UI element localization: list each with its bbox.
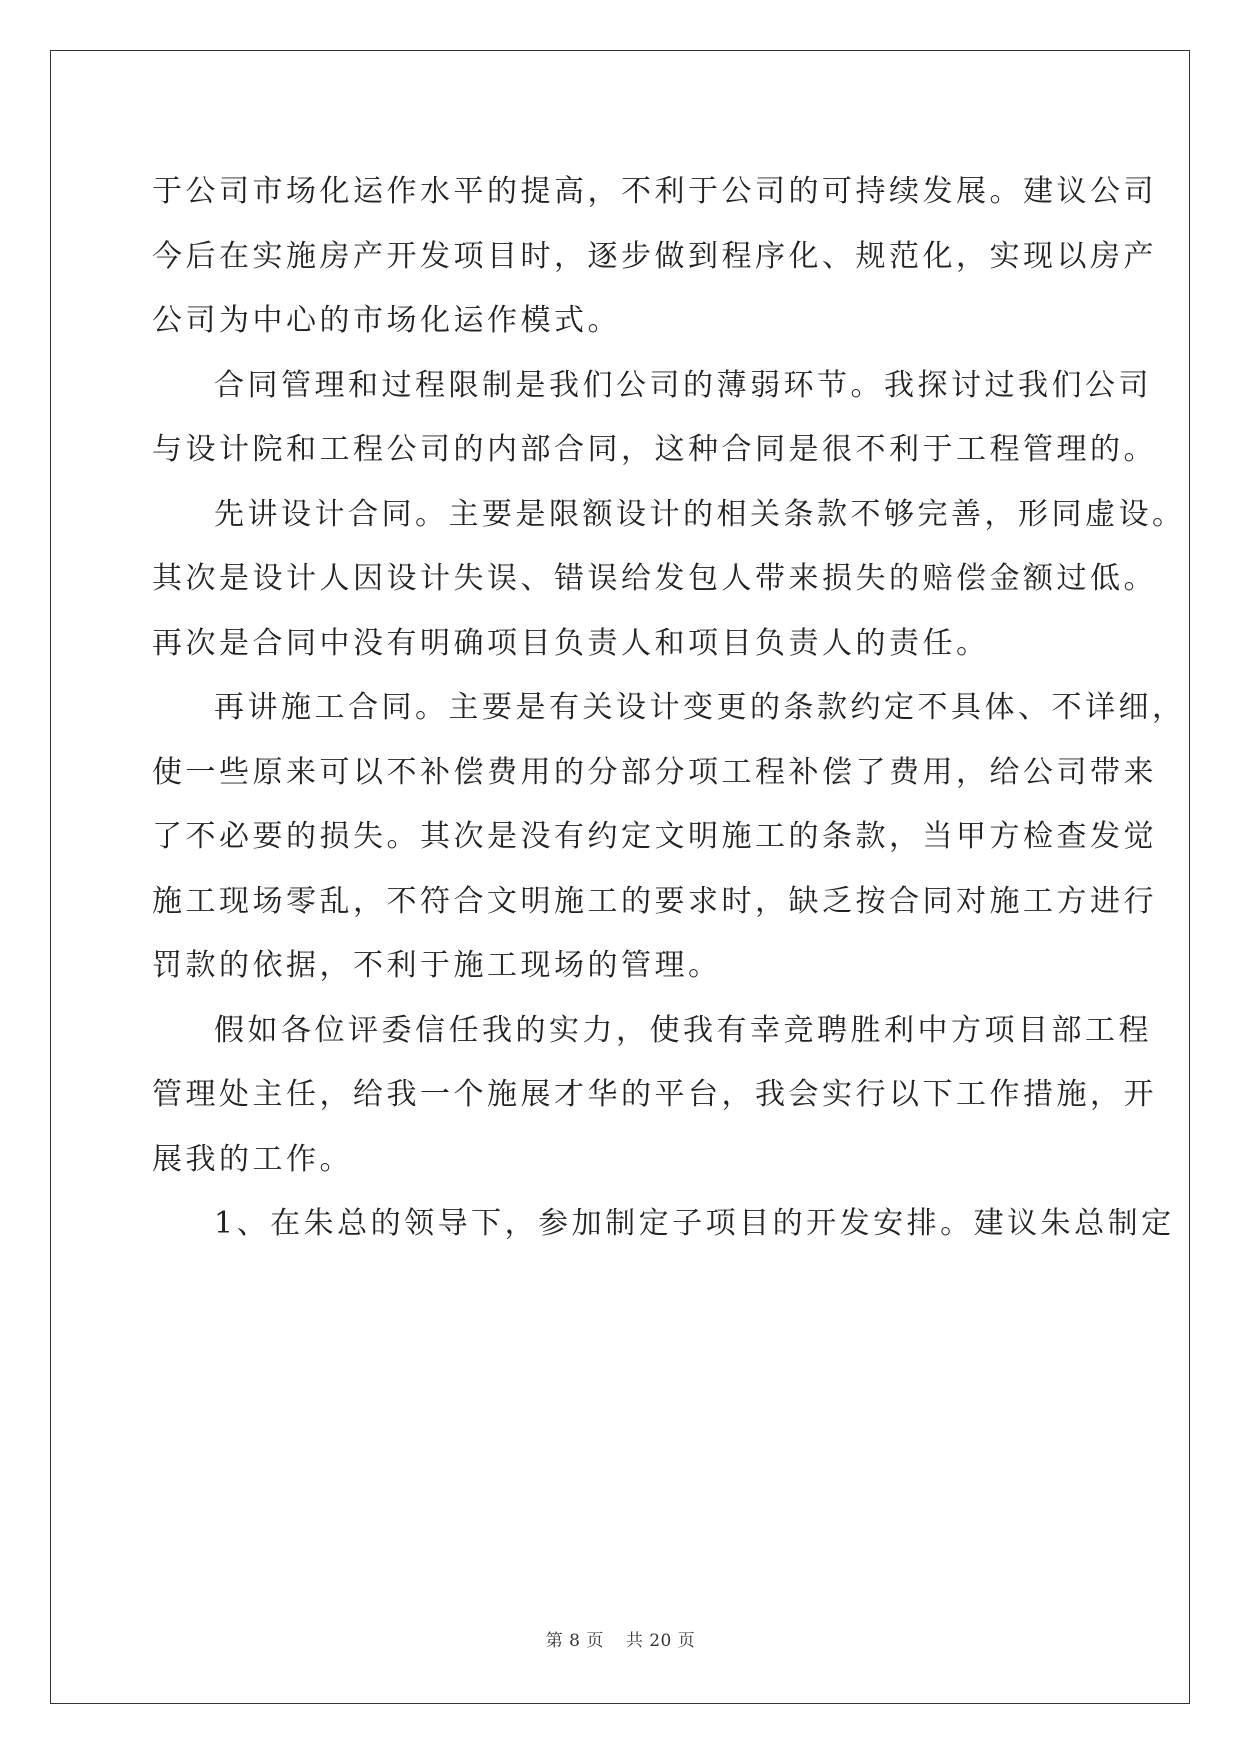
page-footer (0, 1626, 1241, 1651)
text-line-17: 1、在朱总的领导下，参加制定子项目的开发安排。建议朱总制定 (214, 1206, 1175, 1241)
text-line-1: 于公司市场化运作水平的提高，不利于公司的可持续发展。建议公司 (152, 174, 1157, 209)
text-line-4: 合同管理和过程限制是我们公司的薄弱环节。我探讨过我们公司 (214, 367, 1152, 403)
text-line-3: 公司为中心的市场化运作模式。 (152, 303, 621, 338)
text-line-6: 先讲设计合同。主要是限额设计的相关条款不够完善，形同虚设。 (214, 496, 1186, 532)
text-line-16: 展我的工作。 (152, 1141, 353, 1177)
text-line-11: 了不必要的损失。其次是没有约定文明施工的条款，当甲方检查发觉 (152, 819, 1157, 854)
text-line-12: 施工现场零乱，不符合文明施工的要求时，缺乏按合同对施工方进行 (152, 883, 1157, 919)
page-number-total: 共 20 页 (625, 1631, 696, 1651)
text-line-8: 再次是合同中没有明确项目负责人和项目负责人的责任。 (152, 625, 990, 661)
text-line-10: 使一些原来可以不补偿费用的分部分项工程补偿了费用，给公司带来 (152, 754, 1157, 790)
text-line-2: 今后在实施房产开发项目时，逐步做到程序化、规范化，实现以房产 (152, 238, 1157, 274)
document-body (152, 160, 1186, 1257)
text-line-15: 管理处主任，给我一个施展才华的平台，我会实行以下工作措施，开 (152, 1077, 1157, 1112)
text-line-7: 其次是设计人因设计失误、错误给发包人带来损失的赔偿金额过低。 (152, 561, 1157, 596)
text-line-14: 假如各位评委信任我的实力，使我有幸竞聘胜利中方项目部工程 (214, 1012, 1152, 1048)
text-line-13: 罚款的依据，不利于施工现场的管理。 (152, 948, 722, 983)
text-line-5: 与设计院和工程公司的内部合同，这种合同是很不利于工程管理的。 (152, 432, 1157, 467)
text-line-9: 再讲施工合同。主要是有关设计变更的条款约定不具体、不详细， (214, 690, 1186, 725)
page-number-current: 第 8 页 (545, 1631, 604, 1651)
